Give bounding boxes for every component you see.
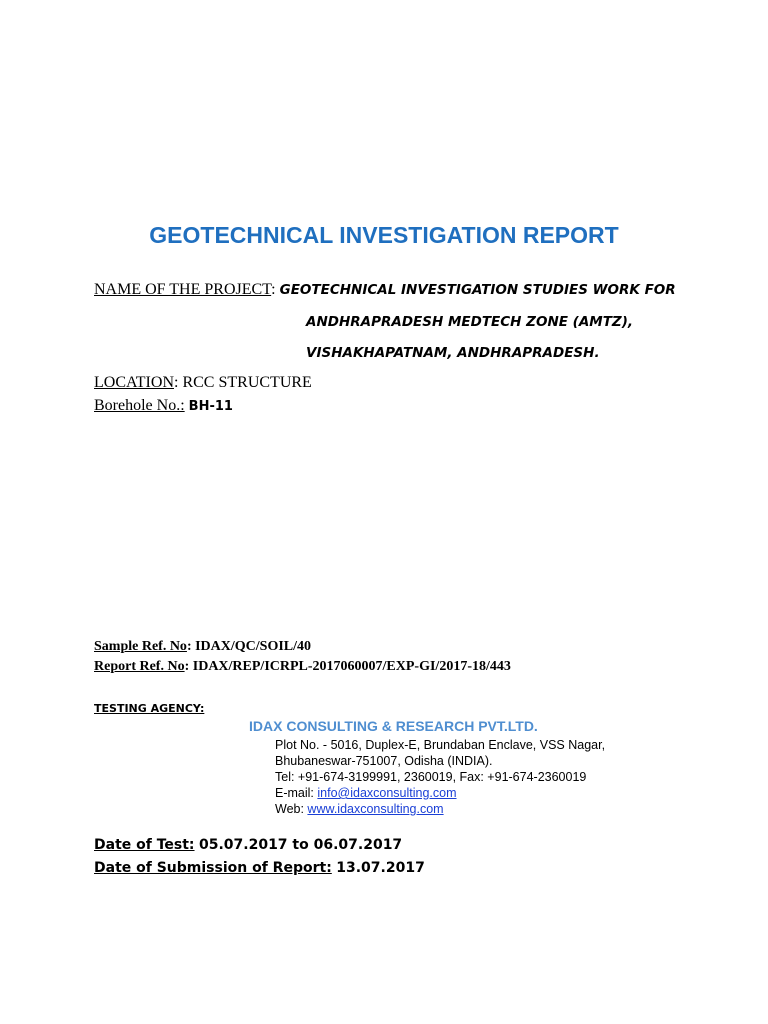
location-value: RCC STRUCTURE bbox=[182, 374, 312, 391]
project-line-3: VISHAKHAPATNAM, ANDHRAPRADESH. bbox=[306, 345, 600, 361]
report-ref-label: Report Ref. No bbox=[94, 659, 185, 674]
date-of-submission-label: Date of Submission of Report: bbox=[94, 860, 332, 876]
borehole-label: Borehole No.: bbox=[94, 397, 185, 414]
project-line-2: ANDHRAPRADESH MEDTECH ZONE (AMTZ), bbox=[306, 314, 634, 330]
agency-tel: Tel: +91-674-3199991, 2360019, Fax: +91-674-2360019 bbox=[275, 770, 587, 784]
sample-ref-label: Sample Ref. No bbox=[94, 639, 187, 654]
agency-email-row bbox=[275, 786, 457, 800]
date-of-test-label: Date of Test: bbox=[94, 837, 195, 853]
borehole-row bbox=[94, 397, 233, 415]
sample-ref-value: IDAX/QC/SOIL/40 bbox=[195, 639, 312, 654]
date-of-test-row bbox=[94, 837, 402, 853]
agency-web-label: Web: bbox=[275, 802, 308, 816]
agency-email-label: E-mail: bbox=[275, 786, 318, 800]
agency-web-row bbox=[275, 802, 444, 816]
date-of-test-value: 05.07.2017 to 06.07.2017 bbox=[198, 837, 403, 853]
sample-ref-row bbox=[94, 639, 311, 655]
location-row bbox=[94, 374, 312, 392]
report-ref-sep: : bbox=[184, 659, 190, 674]
date-of-submission-row bbox=[94, 860, 425, 876]
project-line-1: GEOTECHNICAL INVESTIGATION STUDIES WORK FOR bbox=[279, 282, 676, 298]
borehole-value: BH-11 bbox=[188, 399, 233, 414]
location-label: LOCATION bbox=[94, 374, 174, 391]
report-ref-value: IDAX/REP/ICRPL-2017060007/EXP-GI/2017-18/443 bbox=[192, 659, 511, 674]
location-sep: : bbox=[174, 374, 179, 391]
date-of-submission-value: 13.07.2017 bbox=[336, 860, 425, 876]
agency-web-link[interactable]: www.idaxconsulting.com bbox=[307, 802, 444, 816]
testing-agency-label: TESTING AGENCY: bbox=[94, 702, 205, 715]
project-sep: : bbox=[271, 281, 276, 298]
agency-address-1: Plot No. - 5016, Duplex-E, Brundaban Enclave, VSS Nagar, bbox=[275, 738, 606, 752]
project-row bbox=[94, 281, 676, 299]
agency-address-2: Bhubaneswar-751007, Odisha (INDIA). bbox=[275, 754, 493, 768]
project-label: NAME OF THE PROJECT bbox=[94, 281, 272, 298]
agency-email-link[interactable]: info@idaxconsulting.com bbox=[317, 786, 457, 800]
sample-ref-sep: : bbox=[186, 639, 192, 654]
report-ref-row bbox=[94, 659, 511, 675]
agency-name: IDAX CONSULTING & RESEARCH PVT.LTD. bbox=[249, 718, 538, 734]
report-title: GEOTECHNICAL INVESTIGATION REPORT bbox=[149, 222, 619, 248]
